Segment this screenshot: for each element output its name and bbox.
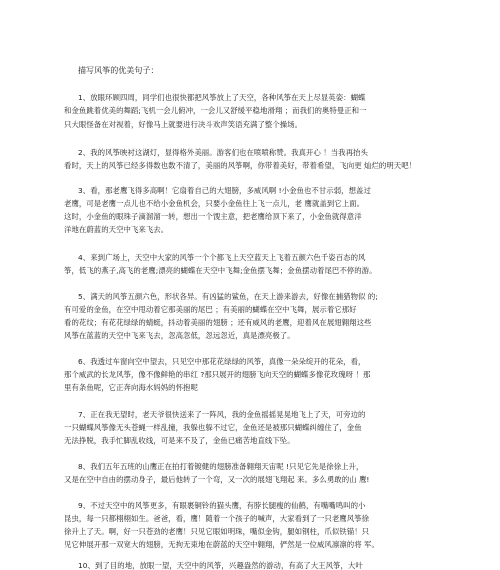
text-line: 2、我的风筝映衬这湖灯，显得格外美丽。游客们也在喷喷称赞。我真开心 ！当我再抬头 [78, 148, 368, 157]
text-line: 看的花纹；有花花绿绿的蜻蜓，抖动着美丽的翅膀 ；还有威风的老鹰，迎着风在展翅翱翔这些 [64, 318, 372, 327]
text-line: 老鹰，可是老鹰一点儿也不给小金鱼机会，只要小金鱼往上飞一点儿，老 鹰就盖到它上面。 [64, 199, 365, 208]
text-line: 那个威武的长龙风筝，像不像鲜艳的串红 ?那只展开的翅膀飞向天空的蝴蝶多像花玫瑰呀 ！那 [64, 370, 371, 379]
text-line: 徐升上了天。啊，好一只苍劲的老鹰！只见它眼如明珠，嘴似金钩，腿如钢柱，爪似铁锚！只 [64, 527, 370, 536]
document-title: 描写风筝的优美句子： [78, 66, 159, 75]
text-line: 看时，天上的风筝已经多得数也数不清了，美丽的风筝啊，你带着美好，带着希望，飞向更 灿烂的明天吧！ [64, 161, 417, 170]
text-line: 10、到了目的地，放眼一望，天空中的风筝，兴趣盎然的游动，有高了大王风筝，大叶 [78, 561, 363, 570]
text-line: 昆虫，每一只都栩栩如生。爸爸，看，鹰！随着一个孩子的喊声，大家看到了一只老鹰风筝徐 [64, 514, 370, 523]
text-line: 8、我们五年五班的山鹰正在拍打着镀健的翅膀准备翱翔天宙呢 !只见它先是徐徐上升， [78, 462, 364, 471]
text-line: 9、不过天空中的风筝更多，有眼裹铜铃的猫头鹰，有脖长腿瘦的仙鹤，有嘴嘴鸣叫的小 [78, 501, 366, 510]
text-line: 里有条鱼呢，它正奔向海水妈妈的怀抱呢 [64, 383, 198, 392]
text-line: 有可爱的金鱼，在空中甩动着它那美丽的尾巴 ；有美丽的蝴蝶在空中飞舞，展示着它那好 [64, 305, 357, 314]
text-line: 5、满天的风筝五颜六色，形状各异。有凶猛的鲨鱼，在天上游来游去，好像在捕猎物似 的; [78, 292, 378, 301]
text-line: 这时，小金鱼的眼珠子滴溜溜一转，想出一个馊主意，把老鹰给顶下来了，小金鱼就得意洋 [64, 212, 362, 221]
text-line: 洋地在蔚蓝的天空中飞来飞去。 [64, 225, 169, 234]
text-line: 一只蝴蝶风筝像无头苍蝇一样乱撞，我躲也躲不过它，金鱼还是被那只蝴蝶纠缠住了，金鱼 [64, 423, 362, 432]
text-line: 1、放眼环顾四周，同学们也很快都把风筝放上了天空，各种风筝在天上尽显英姿：蝴蝶 [78, 93, 366, 102]
text-line: 3、看，那老鹰飞得多高啊！它扇着自己的大翅膀，多威风啊 !小金鱼也不甘示弱，想盖过 [78, 186, 371, 195]
text-line: 又是在空中自由的摆动身子，最后他转了一个弯，又一次的展翅飞翔起 来。多么勇敢的山 鹰! [64, 475, 370, 484]
text-line: 7、正在我无望时，老天爷很快送来了一阵风，我的金鱼摇摇晃晃地飞上了天，可旁边的 [78, 410, 366, 419]
text-line: 6、我透过车窗向空中望去，只见空中那花花绿绿的风筝，真像一朵朵绽开的花朵，看， [78, 357, 366, 366]
text-line: 和金鱼跳着优美的舞蹈;飞机一会儿俯冲，一会儿又舒缓平稳地滑翔 ；而我们的奥特曼正和一 [64, 106, 367, 115]
text-line: 无法挣脱，我手忙脚乱收线，可是来不及了，金鱼已痛苦地直线下坠。 [64, 436, 295, 445]
text-line: 筝，低飞的燕子,高飞的老鹰;漂亮的蝴蝶在天空中飞舞;金鱼摆飞舞；金鱼摆动着尾巴不停的游。 [64, 266, 377, 275]
text-line: 风筝在蓝蓝的天空中飞来飞去，忽高忽低，忽远忽近，真是漂亮极了。 [64, 331, 295, 340]
text-line: 只大眼怪备在对视着，好像马上就要进行决斗欢声笑语充满了整个操场。 [64, 120, 303, 129]
text-line: 见它伸展开那一双宽大的翅膀，无拘无束地在蔚蓝的天空中翱翔，俨然是一位威风凛凛的将 军。 [64, 540, 379, 549]
text-line: 4、来到广场上，天空中大家的风筝一个个都飞上天空蓝天上飞着五颜六色千姿百态的风 [78, 253, 366, 262]
